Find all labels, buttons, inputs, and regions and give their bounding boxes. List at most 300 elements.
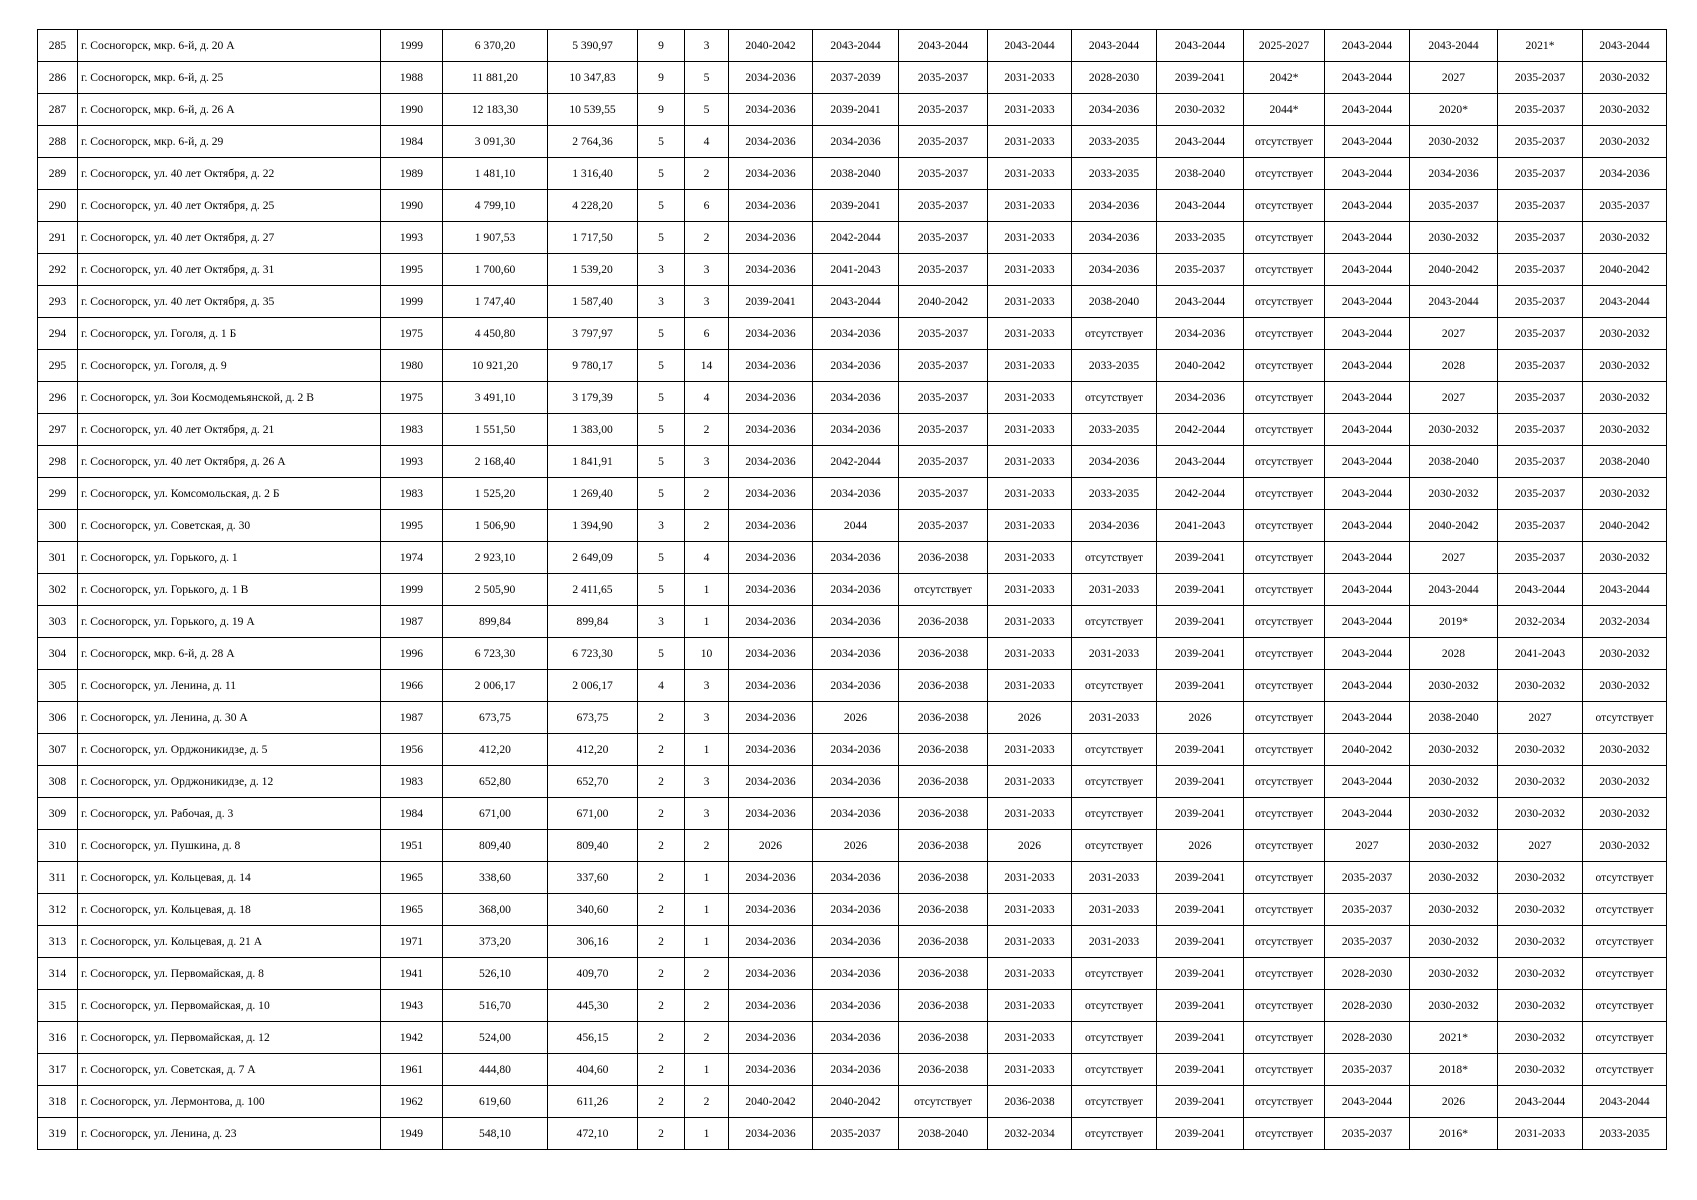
period-cell-9: 2043-2044 — [1410, 574, 1498, 606]
table-row — [38, 222, 1667, 254]
period-cell-9: 2027 — [1410, 62, 1498, 94]
period-cell-5: 2038-2040 — [1072, 286, 1157, 318]
period-cell-6: 2039-2041 — [1157, 958, 1244, 990]
period-cell-6: 2043-2044 — [1157, 30, 1244, 62]
period-cell-8: 2043-2044 — [1325, 30, 1410, 62]
period-cell-10: 2035-2037 — [1498, 318, 1583, 350]
entrances-cell: 10 — [685, 638, 729, 670]
table-row — [38, 1118, 1667, 1150]
period-cell-5: 2043-2044 — [1072, 30, 1157, 62]
period-cell-5: отсутствует — [1072, 798, 1157, 830]
period-cell-2: 2041-2043 — [813, 254, 899, 286]
total-area-cell: 1 747,40 — [443, 286, 548, 318]
year-cell: 1965 — [381, 894, 443, 926]
period-cell-5: 2034-2036 — [1072, 254, 1157, 286]
period-cell-1: 2034-2036 — [729, 638, 813, 670]
period-cell-10: 2032-2034 — [1498, 606, 1583, 638]
total-area-cell: 1 506,90 — [443, 510, 548, 542]
period-cell-10: 2021* — [1498, 30, 1583, 62]
period-cell-1: 2034-2036 — [729, 670, 813, 702]
row-number-cell: 289 — [38, 158, 78, 190]
total-area-cell: 548,10 — [443, 1118, 548, 1150]
period-cell-5: отсутствует — [1072, 1118, 1157, 1150]
period-cell-10: 2035-2037 — [1498, 190, 1583, 222]
period-cell-7: отсутствует — [1244, 350, 1325, 382]
period-cell-8: 2043-2044 — [1325, 190, 1410, 222]
period-cell-11: 2030-2032 — [1583, 62, 1667, 94]
period-cell-6: 2043-2044 — [1157, 126, 1244, 158]
period-cell-4: 2031-2033 — [988, 94, 1072, 126]
row-number-cell: 310 — [38, 830, 78, 862]
entrances-cell: 2 — [685, 158, 729, 190]
period-cell-1: 2034-2036 — [729, 254, 813, 286]
period-cell-7: отсутствует — [1244, 542, 1325, 574]
period-cell-8: 2035-2037 — [1325, 862, 1410, 894]
period-cell-8: 2043-2044 — [1325, 350, 1410, 382]
period-cell-9: 2040-2042 — [1410, 510, 1498, 542]
period-cell-6: 2039-2041 — [1157, 574, 1244, 606]
entrances-cell: 4 — [685, 382, 729, 414]
period-cell-7: отсутствует — [1244, 670, 1325, 702]
period-cell-1: 2034-2036 — [729, 574, 813, 606]
period-cell-4: 2031-2033 — [988, 414, 1072, 446]
row-number-cell: 299 — [38, 478, 78, 510]
floors-cell: 2 — [638, 990, 685, 1022]
address-cell: г. Сосногорск, ул. Горького, д. 19 А — [78, 606, 381, 638]
living-area-cell: 1 383,00 — [548, 414, 638, 446]
period-cell-11: 2030-2032 — [1583, 766, 1667, 798]
period-cell-2: 2034-2036 — [813, 1054, 899, 1086]
floors-cell: 9 — [638, 94, 685, 126]
year-cell: 1965 — [381, 862, 443, 894]
period-cell-7: 2042* — [1244, 62, 1325, 94]
period-cell-1: 2034-2036 — [729, 1118, 813, 1150]
period-cell-3: 2038-2040 — [899, 1118, 988, 1150]
period-cell-7: отсутствует — [1244, 798, 1325, 830]
period-cell-1: 2034-2036 — [729, 990, 813, 1022]
period-cell-6: 2026 — [1157, 702, 1244, 734]
period-cell-2: 2034-2036 — [813, 990, 899, 1022]
period-cell-1: 2034-2036 — [729, 222, 813, 254]
period-cell-9: 2030-2032 — [1410, 126, 1498, 158]
period-cell-7: отсутствует — [1244, 254, 1325, 286]
period-cell-4: 2031-2033 — [988, 638, 1072, 670]
year-cell: 1993 — [381, 222, 443, 254]
living-area-cell: 412,20 — [548, 734, 638, 766]
period-cell-11: 2035-2037 — [1583, 190, 1667, 222]
period-cell-7: отсутствует — [1244, 318, 1325, 350]
entrances-cell: 4 — [685, 126, 729, 158]
row-number-cell: 292 — [38, 254, 78, 286]
year-cell: 1987 — [381, 702, 443, 734]
period-cell-6: 2039-2041 — [1157, 638, 1244, 670]
period-cell-4: 2031-2033 — [988, 798, 1072, 830]
period-cell-1: 2040-2042 — [729, 1086, 813, 1118]
period-cell-5: 2031-2033 — [1072, 638, 1157, 670]
period-cell-8: 2043-2044 — [1325, 158, 1410, 190]
entrances-cell: 1 — [685, 574, 729, 606]
total-area-cell: 12 183,30 — [443, 94, 548, 126]
period-cell-5: отсутствует — [1072, 542, 1157, 574]
period-cell-3: 2035-2037 — [899, 222, 988, 254]
period-cell-3: 2035-2037 — [899, 62, 988, 94]
period-cell-1: 2039-2041 — [729, 286, 813, 318]
period-cell-9: 2030-2032 — [1410, 414, 1498, 446]
period-cell-5: отсутствует — [1072, 734, 1157, 766]
period-cell-2: 2039-2041 — [813, 190, 899, 222]
period-cell-3: 2036-2038 — [899, 766, 988, 798]
period-cell-7: отсутствует — [1244, 126, 1325, 158]
period-cell-9: 2016* — [1410, 1118, 1498, 1150]
floors-cell: 2 — [638, 830, 685, 862]
total-area-cell: 6 723,30 — [443, 638, 548, 670]
period-cell-7: отсутствует — [1244, 606, 1325, 638]
period-cell-6: 2039-2041 — [1157, 1118, 1244, 1150]
period-cell-4: 2031-2033 — [988, 670, 1072, 702]
table-row — [38, 190, 1667, 222]
period-cell-7: отсутствует — [1244, 510, 1325, 542]
living-area-cell: 1 841,91 — [548, 446, 638, 478]
address-cell: г. Сосногорск, ул. Рабочая, д. 3 — [78, 798, 381, 830]
period-cell-2: 2043-2044 — [813, 286, 899, 318]
period-cell-9: 2038-2040 — [1410, 446, 1498, 478]
period-cell-2: 2034-2036 — [813, 638, 899, 670]
floors-cell: 5 — [638, 414, 685, 446]
floors-cell: 5 — [638, 542, 685, 574]
period-cell-8: 2043-2044 — [1325, 766, 1410, 798]
living-area-cell: 611,26 — [548, 1086, 638, 1118]
year-cell: 1988 — [381, 62, 443, 94]
period-cell-1: 2034-2036 — [729, 926, 813, 958]
row-number-cell: 303 — [38, 606, 78, 638]
total-area-cell: 2 923,10 — [443, 542, 548, 574]
entrances-cell: 3 — [685, 286, 729, 318]
table-row — [38, 286, 1667, 318]
floors-cell: 5 — [638, 350, 685, 382]
period-cell-5: 2031-2033 — [1072, 574, 1157, 606]
period-cell-11: 2040-2042 — [1583, 510, 1667, 542]
living-area-cell: 1 316,40 — [548, 158, 638, 190]
period-cell-8: 2035-2037 — [1325, 894, 1410, 926]
living-area-cell: 2 411,65 — [548, 574, 638, 606]
address-cell: г. Сосногорск, ул. Советская, д. 30 — [78, 510, 381, 542]
period-cell-2: 2034-2036 — [813, 734, 899, 766]
period-cell-4: 2031-2033 — [988, 958, 1072, 990]
row-number-cell: 309 — [38, 798, 78, 830]
period-cell-6: 2039-2041 — [1157, 990, 1244, 1022]
period-cell-2: 2034-2036 — [813, 606, 899, 638]
floors-cell: 5 — [638, 574, 685, 606]
period-cell-6: 2034-2036 — [1157, 318, 1244, 350]
period-cell-3: 2036-2038 — [899, 1022, 988, 1054]
period-cell-8: 2043-2044 — [1325, 382, 1410, 414]
period-cell-1: 2034-2036 — [729, 478, 813, 510]
total-area-cell: 899,84 — [443, 606, 548, 638]
period-cell-1: 2034-2036 — [729, 190, 813, 222]
floors-cell: 5 — [638, 382, 685, 414]
living-area-cell: 306,16 — [548, 926, 638, 958]
period-cell-9: 2030-2032 — [1410, 958, 1498, 990]
period-cell-2: 2035-2037 — [813, 1118, 899, 1150]
period-cell-3: 2036-2038 — [899, 958, 988, 990]
entrances-cell: 2 — [685, 1086, 729, 1118]
period-cell-2: 2039-2041 — [813, 94, 899, 126]
address-cell: г. Сосногорск, ул. Кольцевая, д. 14 — [78, 862, 381, 894]
period-cell-11: 2030-2032 — [1583, 126, 1667, 158]
address-cell: г. Сосногорск, ул. Зои Космодемьянской, д. 2 В — [78, 382, 381, 414]
living-area-cell: 673,75 — [548, 702, 638, 734]
period-cell-5: отсутствует — [1072, 830, 1157, 862]
period-cell-8: 2043-2044 — [1325, 510, 1410, 542]
entrances-cell: 1 — [685, 894, 729, 926]
entrances-cell: 6 — [685, 318, 729, 350]
period-cell-2: 2042-2044 — [813, 446, 899, 478]
total-area-cell: 516,70 — [443, 990, 548, 1022]
period-cell-5: 2033-2035 — [1072, 478, 1157, 510]
living-area-cell: 809,40 — [548, 830, 638, 862]
period-cell-7: отсутствует — [1244, 414, 1325, 446]
period-cell-5: 2031-2033 — [1072, 702, 1157, 734]
entrances-cell: 1 — [685, 862, 729, 894]
period-cell-6: 2040-2042 — [1157, 350, 1244, 382]
address-cell: г. Сосногорск, мкр. 6-й, д. 25 — [78, 62, 381, 94]
period-cell-4: 2031-2033 — [988, 542, 1072, 574]
total-area-cell: 444,80 — [443, 1054, 548, 1086]
period-cell-6: 2030-2032 — [1157, 94, 1244, 126]
period-cell-7: отсутствует — [1244, 862, 1325, 894]
living-area-cell: 5 390,97 — [548, 30, 638, 62]
period-cell-2: 2038-2040 — [813, 158, 899, 190]
period-cell-9: 2043-2044 — [1410, 286, 1498, 318]
entrances-cell: 2 — [685, 1022, 729, 1054]
address-cell: г. Сосногорск, ул. Первомайская, д. 10 — [78, 990, 381, 1022]
period-cell-5: 2033-2035 — [1072, 158, 1157, 190]
period-cell-4: 2031-2033 — [988, 766, 1072, 798]
floors-cell: 4 — [638, 670, 685, 702]
year-cell: 1943 — [381, 990, 443, 1022]
entrances-cell: 2 — [685, 990, 729, 1022]
floors-cell: 5 — [638, 126, 685, 158]
floors-cell: 2 — [638, 926, 685, 958]
period-cell-7: отсутствует — [1244, 1118, 1325, 1150]
table-row — [38, 446, 1667, 478]
entrances-cell: 3 — [685, 702, 729, 734]
total-area-cell: 4 450,80 — [443, 318, 548, 350]
year-cell: 1983 — [381, 478, 443, 510]
address-cell: г. Сосногорск, ул. Пушкина, д. 8 — [78, 830, 381, 862]
living-area-cell: 404,60 — [548, 1054, 638, 1086]
floors-cell: 5 — [638, 318, 685, 350]
period-cell-8: 2043-2044 — [1325, 62, 1410, 94]
period-cell-11: 2030-2032 — [1583, 638, 1667, 670]
period-cell-6: 2034-2036 — [1157, 382, 1244, 414]
period-cell-4: 2031-2033 — [988, 894, 1072, 926]
living-area-cell: 1 587,40 — [548, 286, 638, 318]
address-cell: г. Сосногорск, ул. Ленина, д. 30 А — [78, 702, 381, 734]
period-cell-3: 2036-2038 — [899, 734, 988, 766]
period-cell-9: 2028 — [1410, 638, 1498, 670]
period-cell-6: 2039-2041 — [1157, 62, 1244, 94]
period-cell-2: 2042-2044 — [813, 222, 899, 254]
period-cell-10: 2043-2044 — [1498, 1086, 1583, 1118]
floors-cell: 2 — [638, 798, 685, 830]
period-cell-4: 2032-2034 — [988, 1118, 1072, 1150]
table-row — [38, 862, 1667, 894]
period-cell-5: отсутствует — [1072, 1022, 1157, 1054]
period-cell-5: 2033-2035 — [1072, 350, 1157, 382]
period-cell-8: 2043-2044 — [1325, 286, 1410, 318]
period-cell-1: 2034-2036 — [729, 382, 813, 414]
row-number-cell: 287 — [38, 94, 78, 126]
address-cell: г. Сосногорск, ул. 40 лет Октября, д. 26 А — [78, 446, 381, 478]
row-number-cell: 313 — [38, 926, 78, 958]
living-area-cell: 340,60 — [548, 894, 638, 926]
period-cell-2: 2034-2036 — [813, 126, 899, 158]
table-row — [38, 766, 1667, 798]
living-area-cell: 6 723,30 — [548, 638, 638, 670]
period-cell-3: 2036-2038 — [899, 926, 988, 958]
period-cell-2: 2034-2036 — [813, 766, 899, 798]
period-cell-11: 2030-2032 — [1583, 478, 1667, 510]
address-cell: г. Сосногорск, ул. Гоголя, д. 1 Б — [78, 318, 381, 350]
period-cell-7: отсутствует — [1244, 926, 1325, 958]
period-cell-5: 2034-2036 — [1072, 94, 1157, 126]
total-area-cell: 2 505,90 — [443, 574, 548, 606]
period-cell-7: отсутствует — [1244, 830, 1325, 862]
period-cell-11: 2040-2042 — [1583, 254, 1667, 286]
floors-cell: 2 — [638, 766, 685, 798]
row-number-cell: 300 — [38, 510, 78, 542]
period-cell-11: 2043-2044 — [1583, 30, 1667, 62]
period-cell-10: 2035-2037 — [1498, 542, 1583, 574]
table-body — [38, 30, 1667, 1150]
floors-cell: 2 — [638, 894, 685, 926]
period-cell-11: 2030-2032 — [1583, 318, 1667, 350]
period-cell-5: 2034-2036 — [1072, 190, 1157, 222]
row-number-cell: 308 — [38, 766, 78, 798]
period-cell-6: 2035-2037 — [1157, 254, 1244, 286]
total-area-cell: 10 921,20 — [443, 350, 548, 382]
entrances-cell: 5 — [685, 94, 729, 126]
row-number-cell: 286 — [38, 62, 78, 94]
period-cell-10: 2035-2037 — [1498, 414, 1583, 446]
year-cell: 1984 — [381, 798, 443, 830]
year-cell: 1996 — [381, 638, 443, 670]
year-cell: 1999 — [381, 286, 443, 318]
year-cell: 1975 — [381, 382, 443, 414]
year-cell: 1987 — [381, 606, 443, 638]
floors-cell: 5 — [638, 190, 685, 222]
period-cell-1: 2034-2036 — [729, 446, 813, 478]
floors-cell: 2 — [638, 734, 685, 766]
living-area-cell: 9 780,17 — [548, 350, 638, 382]
period-cell-10: 2030-2032 — [1498, 734, 1583, 766]
period-cell-2: 2034-2036 — [813, 542, 899, 574]
year-cell: 1990 — [381, 190, 443, 222]
table-row — [38, 254, 1667, 286]
row-number-cell: 295 — [38, 350, 78, 382]
year-cell: 1966 — [381, 670, 443, 702]
period-cell-4: 2031-2033 — [988, 62, 1072, 94]
entrances-cell: 2 — [685, 222, 729, 254]
period-cell-1: 2034-2036 — [729, 62, 813, 94]
period-cell-11: 2032-2034 — [1583, 606, 1667, 638]
row-number-cell: 294 — [38, 318, 78, 350]
period-cell-2: 2034-2036 — [813, 926, 899, 958]
period-cell-2: 2037-2039 — [813, 62, 899, 94]
living-area-cell: 671,00 — [548, 798, 638, 830]
row-number-cell: 319 — [38, 1118, 78, 1150]
period-cell-2: 2034-2036 — [813, 414, 899, 446]
period-cell-7: отсутствует — [1244, 638, 1325, 670]
row-number-cell: 293 — [38, 286, 78, 318]
table-row — [38, 478, 1667, 510]
year-cell: 1942 — [381, 1022, 443, 1054]
total-area-cell: 652,80 — [443, 766, 548, 798]
period-cell-10: 2035-2037 — [1498, 254, 1583, 286]
period-cell-10: 2035-2037 — [1498, 286, 1583, 318]
address-cell: г. Сосногорск, мкр. 6-й, д. 26 А — [78, 94, 381, 126]
period-cell-1: 2034-2036 — [729, 798, 813, 830]
period-cell-11: 2030-2032 — [1583, 382, 1667, 414]
period-cell-8: 2043-2044 — [1325, 574, 1410, 606]
period-cell-3: 2036-2038 — [899, 830, 988, 862]
period-cell-8: 2040-2042 — [1325, 734, 1410, 766]
address-cell: г. Сосногорск, ул. Кольцевая, д. 21 А — [78, 926, 381, 958]
period-cell-3: 2036-2038 — [899, 894, 988, 926]
table-row — [38, 350, 1667, 382]
living-area-cell: 409,70 — [548, 958, 638, 990]
period-cell-1: 2034-2036 — [729, 542, 813, 574]
period-cell-8: 2043-2044 — [1325, 670, 1410, 702]
living-area-cell: 10 539,55 — [548, 94, 638, 126]
period-cell-8: 2035-2037 — [1325, 1118, 1410, 1150]
period-cell-3: 2035-2037 — [899, 318, 988, 350]
period-cell-7: отсутствует — [1244, 1022, 1325, 1054]
period-cell-6: 2043-2044 — [1157, 190, 1244, 222]
row-number-cell: 318 — [38, 1086, 78, 1118]
period-cell-10: 2030-2032 — [1498, 958, 1583, 990]
period-cell-10: 2030-2032 — [1498, 670, 1583, 702]
period-cell-1: 2034-2036 — [729, 766, 813, 798]
period-cell-2: 2034-2036 — [813, 382, 899, 414]
address-cell: г. Сосногорск, ул. 40 лет Октября, д. 35 — [78, 286, 381, 318]
living-area-cell: 1 717,50 — [548, 222, 638, 254]
period-cell-11: отсутствует — [1583, 990, 1667, 1022]
period-cell-2: 2034-2036 — [813, 1022, 899, 1054]
table-row — [38, 62, 1667, 94]
entrances-cell: 2 — [685, 478, 729, 510]
period-cell-5: 2033-2035 — [1072, 414, 1157, 446]
period-cell-2: 2043-2044 — [813, 30, 899, 62]
period-cell-10: 2030-2032 — [1498, 894, 1583, 926]
period-cell-6: 2041-2043 — [1157, 510, 1244, 542]
period-cell-6: 2033-2035 — [1157, 222, 1244, 254]
period-cell-9: 2043-2044 — [1410, 30, 1498, 62]
year-cell: 1974 — [381, 542, 443, 574]
period-cell-8: 2043-2044 — [1325, 1086, 1410, 1118]
period-cell-10: 2035-2037 — [1498, 62, 1583, 94]
entrances-cell: 1 — [685, 1118, 729, 1150]
period-cell-3: 2036-2038 — [899, 990, 988, 1022]
address-cell: г. Сосногорск, ул. Советская, д. 7 А — [78, 1054, 381, 1086]
period-cell-8: 2027 — [1325, 830, 1410, 862]
period-cell-6: 2039-2041 — [1157, 766, 1244, 798]
living-area-cell: 472,10 — [548, 1118, 638, 1150]
period-cell-3: 2036-2038 — [899, 638, 988, 670]
period-cell-3: 2035-2037 — [899, 414, 988, 446]
period-cell-8: 2035-2037 — [1325, 926, 1410, 958]
